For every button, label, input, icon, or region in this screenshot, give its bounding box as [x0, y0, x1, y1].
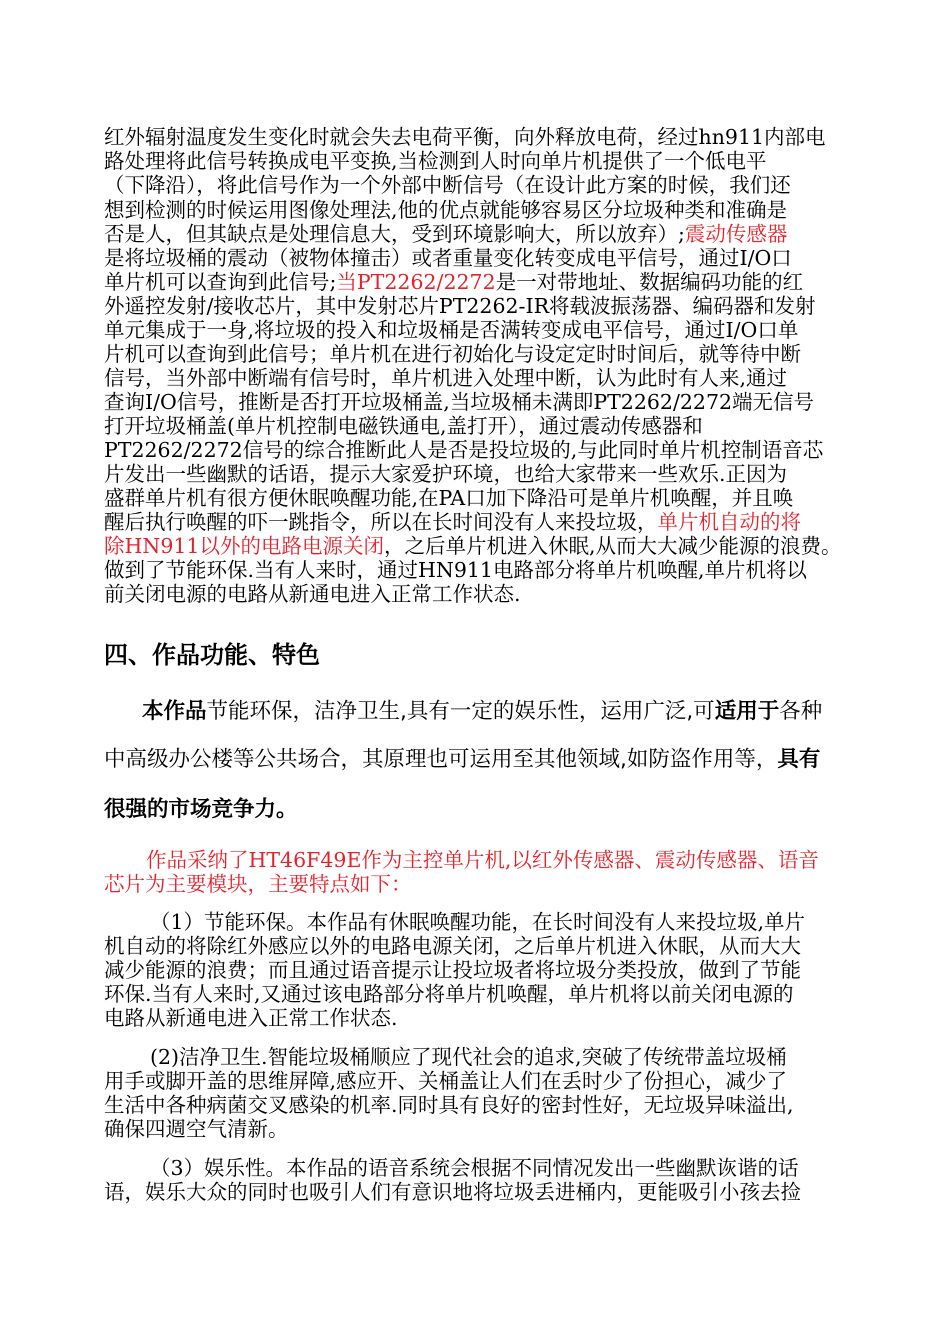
text-line: 很强的市场竞争力。 [104, 797, 298, 822]
text-line: 片发出一些幽默的话语，提示大家爱护环境，也给大家带来一些欢乐.正因为 [104, 462, 788, 486]
text-line: （3）娱乐性。本作品的语音系统会根据不同情况发出一些幽默诙谐的话 [150, 1156, 799, 1180]
text-line: 生活中各种病菌交叉感染的机率.同时具有良好的密封性好，无垃圾异味溢出, [104, 1093, 794, 1117]
text-line [104, 222, 787, 246]
text-line: PT2262/2272信号的综合推断此人是否是投垃圾的,与此同时单片机控制语音芯 [104, 438, 824, 462]
section-heading: 四、作品功能、特色 [104, 641, 320, 669]
text-line: 是将垃圾桶的震动（被物体撞击）或者重量变化转变成电平信号，通过I/O口 [104, 246, 792, 270]
text-line: 确保四週空气清新。 [104, 1117, 289, 1141]
text-line: 芯片为主要模块，主要特点如下： [104, 872, 412, 896]
text-line: 环保.当有人来时,又通过该电路部分将单片机唤醒，单片机将以前关闭电源的 [104, 982, 794, 1006]
text-line [142, 698, 822, 726]
text-line: 红外辐射温度发生变化时就会失去电荷平衡，向外释放电荷，经过hn911内部电 [104, 125, 826, 149]
text-span: 是一对带地址、数据编码功能的红 [495, 270, 804, 294]
text-line: 前关闭电源的电路从新通电进入正常工作状态. [104, 582, 521, 606]
text-line: 作品采纳了HT46F49E作为主控单片机,以红外传感器、震动传感器、语音 [146, 848, 819, 872]
text-line: 路处理将此信号转换成电平变换,当检测到人时向单片机提供了一个低电平 [104, 149, 767, 173]
highlight-text: 震动传感器 [684, 222, 788, 246]
text-line: 电路从新通电进入正常工作状态. [104, 1006, 398, 1030]
text-line: 减少能源的浪费；而且通过语音提示让投垃圾者将垃圾分类投放，做到了节能 [104, 958, 801, 982]
text-line [104, 270, 803, 294]
bold-text: 本作品 [142, 699, 207, 724]
bold-text: 适用于 [714, 699, 780, 724]
text-line [104, 534, 841, 558]
highlight-text: 单片机自动的将 [657, 510, 801, 534]
text-line: (2)洁净卫生.智能垃圾桶顺应了现代社会的追求,突破了传统带盖垃圾桶 [150, 1045, 787, 1069]
text-line: 查询I/O信号，推断是否打开垃圾桶盖,当垃圾桶未满即PT2262/2272端无信号 [104, 390, 815, 414]
text-line: 外遥控发射/接收芯片，其中发射芯片PT2262-IR将载波振荡器、编码器和发射 [104, 294, 816, 318]
text-line: 片机可以查询到此信号；单片机在进行初始化与设定定时时间后，就等待中断 [104, 342, 801, 366]
text-span: 各种 [779, 699, 823, 724]
text-span: 醒后执行唤醒的吓一跳指令，所以在长时间没有人来投垃圾， [104, 510, 658, 534]
text-line: （下降沿），将此信号作为一个外部中断信号（在设计此方案的时候，我们还 [104, 173, 791, 197]
text-span: 节能环保，洁净卫生,具有一定的娱乐性，运用广泛,可 [206, 699, 715, 724]
text-span: 中高级办公楼等公共场合，其原理也可运用至其他领域,如防盗作用等， [104, 747, 778, 772]
bold-text: 具有 [777, 747, 821, 772]
text-line: 做到了节能环保.当有人来时，通过HN911电路部分将单片机唤醒,单片机将以 [104, 558, 807, 582]
highlight-text: 除HN911以外的电路电源关闭 [104, 534, 384, 558]
highlight-text: 当PT2262/2272 [336, 270, 496, 294]
text-line: 语，娱乐大众的同时也吸引人们有意识地将垃圾丢进桶内，更能吸引小孩去捡 [104, 1180, 801, 1204]
text-line: 信号，当外部中断端有信号时，单片机进入处理中断，认为此时有人来,通过 [104, 366, 788, 390]
text-line: 机自动的将除红外感应以外的电路电源关闭，之后单片机进入休眠，从而大大 [104, 934, 801, 958]
text-span: 否是人，但其缺点是处理信息大，受到环境影响大，所以放弃）; [104, 222, 685, 246]
text-span: 单片机可以查询到此信号; [104, 270, 337, 294]
text-line: （1）节能环保。本作品有休眠唤醒功能，在长时间没有人来投垃圾,单片 [150, 910, 806, 934]
text-line: 打开垃圾桶盖(单片机控制电磁铁通电,盖打开），通过震动传感器和 [104, 414, 703, 438]
text-line: 用手或脚开盖的思维屏障,感应开、关桶盖让人们在丢时少了份担心，减少了 [104, 1069, 788, 1093]
text-line [104, 510, 801, 534]
text-line [104, 746, 820, 774]
text-line: 单元集成于一身,将垃圾的投入和垃圾桶是否满转变成电平信号，通过I/O口单 [104, 318, 799, 342]
text-line: 想到检测的时候运用图像处理法,他的优点就能够容易区分垃圾种类和准确是 [104, 198, 788, 222]
text-line: 盛群单片机有很方便休眠唤醒功能,在PA口加下降沿可是单片机唤醒，并且唤 [104, 486, 794, 510]
text-span: ，之后单片机进入休眠,从而大大减少能源的浪费。 [383, 534, 842, 558]
